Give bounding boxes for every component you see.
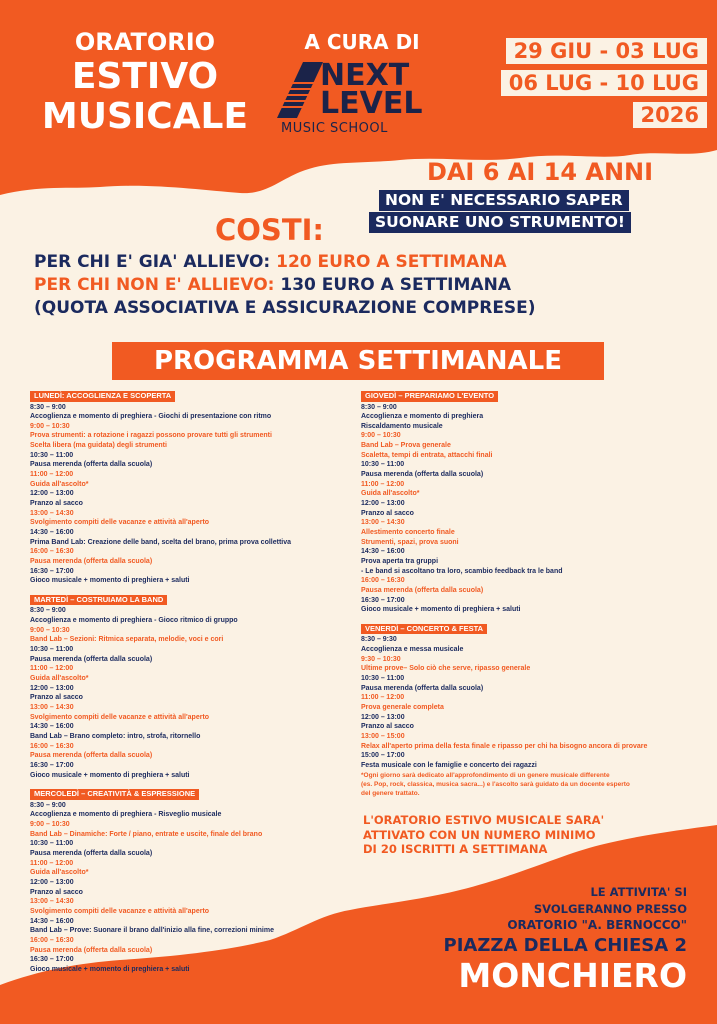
- activity-line: Pausa merenda (offerta dalla scuola): [30, 558, 153, 565]
- no-instrument-note-line-2: SUONARE UNO STRUMENTO!: [369, 212, 631, 233]
- activity-line: Gioco musicale + momento di preghiera + saluti: [30, 965, 190, 973]
- day-title: GIOVEDÌ – PREPARIAMO L'EVENTO: [361, 391, 498, 402]
- logo-text-level: LEVEL: [320, 86, 423, 121]
- activity-line: Pausa merenda (offerta dalla scuola): [361, 471, 484, 479]
- activity-line: Pausa merenda (offerta dalla scuola): [30, 655, 153, 663]
- logo-text-music-school: MUSIC SCHOOL: [281, 121, 388, 136]
- activity-line: Pranzo al sacco: [30, 694, 83, 702]
- logo-text-next: NEXT: [320, 58, 410, 93]
- price-student-value: 120 EURO A SETTIMANA: [276, 252, 507, 272]
- activity-line: Scaletta, tempi di entrata, attacchi finali: [361, 451, 493, 459]
- activity-line: Scelta libera (ma guidata) degli strumenti: [30, 442, 167, 450]
- time-slot: 9:00 – 10:30: [361, 432, 401, 440]
- time-slot: 11:00 – 12:00: [30, 471, 74, 479]
- schedule-day: [30, 391, 350, 586]
- activity-line: - Le band si ascoltano tra loro, scambio feedback tra le band: [361, 567, 563, 575]
- date-week-2: 06 LUG - 10 LUG: [501, 70, 707, 96]
- time-slot: 12:00 – 13:00: [361, 713, 405, 721]
- location-venue: ORATORIO "A. BERNOCCO": [507, 918, 687, 932]
- time-slot: 8:30 – 9:00: [30, 607, 66, 615]
- date-week-1: 29 GIU - 03 LUG: [506, 38, 707, 64]
- activity-line: Allestimento concerto finale: [361, 529, 455, 537]
- day-title: MARTEDÌ – COSTRUIAMO LA BAND: [30, 595, 167, 606]
- title-line-3: MUSICALE: [41, 96, 249, 137]
- time-slot: 8:30 – 9:00: [30, 403, 66, 411]
- minimum-line: L'ORATORIO ESTIVO MUSICALE SARA': [363, 813, 605, 827]
- time-slot: 11:00 – 12:00: [30, 665, 74, 673]
- activity-line: Relax all'aperto prima della festa finale e ripasso per chi ha bisogno ancora di provare: [361, 742, 648, 750]
- activity-line: Gioco musicale + momento di preghiera + saluti: [30, 577, 190, 585]
- schedule-day: [30, 595, 350, 780]
- activity-line: Guida all'ascolto*: [30, 869, 89, 877]
- price-included-note: (QUOTA ASSOCIATIVA E ASSICURAZIONE COMPRESE): [34, 298, 536, 318]
- price-student: [34, 251, 507, 273]
- activity-line: Band Lab – Dinamiche: Forte / piano, entrate e uscite, finale del brano: [30, 830, 263, 838]
- schedule-right-column: [361, 391, 696, 780]
- activity-line: Guida all'ascolto*: [361, 490, 420, 498]
- minimum-line: ATTIVATO CON UN NUMERO MINIMO: [363, 827, 596, 842]
- activity-line: Svolgimento compiti delle vacanze e attività all'aperto: [30, 519, 210, 527]
- activity-line: Pausa merenda (offerta dalla scuola): [30, 946, 153, 954]
- schedule-day: [361, 624, 696, 771]
- time-slot: 14:30 – 16:00: [30, 529, 74, 537]
- time-slot: 9:00 – 10:30: [30, 422, 70, 430]
- activity-line: Accoglienza e momento di preghiera - Giochi di presentazione con ritmo: [30, 413, 272, 421]
- activity-line: Pranzo al sacco: [30, 888, 83, 896]
- time-slot: 9:30 – 10:30: [361, 655, 401, 663]
- no-instrument-note-line-1: NON E' NECESSARIO SAPER: [379, 190, 629, 211]
- activity-line: Band Lab – Sezioni: Ritmica separata, melodie, voci e cori: [30, 636, 224, 644]
- title-line-2: ESTIVO: [71, 56, 219, 97]
- activity-line: Guida all'ascolto*: [30, 675, 89, 683]
- time-slot: 12:00 – 13:00: [361, 500, 405, 508]
- time-slot: 16:00 – 16:30: [361, 577, 405, 585]
- time-slot: 16:00 – 16:30: [30, 548, 74, 556]
- time-slot: 8:30 – 9:00: [30, 801, 66, 809]
- date-year: 2026: [633, 102, 707, 128]
- activity-line: Pranzo al sacco: [30, 500, 83, 508]
- day-title: MERCOLEDÌ – CREATIVITÀ & ESPRESSIONE: [30, 789, 199, 800]
- time-slot: 10:30 – 11:00: [361, 461, 405, 469]
- activity-line: Gioco musicale + momento di preghiera + saluti: [30, 771, 190, 779]
- next-level-logo: [277, 58, 441, 138]
- genre-footnote: [361, 771, 681, 798]
- a-cura-di-label: A CURA DI: [304, 30, 420, 54]
- time-slot: 10:30 – 11:00: [30, 840, 74, 848]
- location-address: PIAZZA DELLA CHIESA 2: [443, 935, 687, 956]
- activity-line: Prova generale completa: [361, 704, 444, 712]
- time-slot: 16:00 – 16:30: [30, 936, 74, 944]
- activity-line: Riscaldamento musicale: [361, 422, 443, 430]
- time-slot: 12:00 – 13:00: [30, 684, 74, 692]
- location-town: MONCHIERO: [458, 956, 687, 995]
- age-range: DAI 6 AI 14 ANNI: [426, 158, 654, 186]
- minimum-line: DI 20 ISCRITTI A SETTIMANA: [363, 842, 548, 856]
- activity-line: Svolgimento compiti delle vacanze e attività all'aperto: [30, 908, 210, 915]
- time-slot: 16:30 – 17:00: [30, 761, 74, 769]
- price-non-student: [34, 274, 511, 296]
- activity-line: Strumenti, spazi, prova suoni: [361, 538, 459, 546]
- activity-line: Accoglienza e momento di preghiera - Gioco ritmico di gruppo: [30, 617, 238, 625]
- activity-line: Pausa merenda (offerta dalla scuola): [30, 752, 153, 760]
- time-slot: 8:30 – 9:00: [361, 403, 397, 411]
- time-slot: 13:00 – 14:30: [30, 898, 74, 906]
- activity-line: Guida all'ascolto*: [30, 480, 89, 488]
- activity-line: Pranzo al sacco: [361, 509, 414, 517]
- minimum-participants-note: [363, 813, 673, 857]
- activity-line: Gioco musicale + momento di preghiera + saluti: [361, 606, 521, 614]
- activity-line: Festa musicale con le famiglie e concerto dei ragazzi: [361, 761, 537, 769]
- location-line-2: SVOLGERANNO PRESSO: [533, 902, 687, 916]
- activity-line: Band Lab – Prova generale: [361, 442, 451, 450]
- time-slot: 12:00 – 13:00: [30, 490, 74, 498]
- time-slot: 10:30 – 11:00: [30, 451, 74, 459]
- day-title: VENERDÌ – CONCERTO & FESTA: [361, 624, 487, 635]
- time-slot: 10:30 – 11:00: [361, 675, 405, 683]
- time-slot: 9:00 – 10:30: [30, 626, 70, 634]
- logo-stripes-icon: [277, 62, 325, 118]
- activity-line: Ultime prove– Solo ciò che serve, ripasso generale: [361, 665, 531, 673]
- day-title: LUNEDÌ: ACCOGLIENZA E SCOPERTA: [30, 391, 175, 402]
- activity-line: Svolgimento compiti delle vacanze e attività all'aperto: [30, 713, 210, 721]
- time-slot: 9:00 – 10:30: [30, 821, 70, 829]
- schedule-left-column: [30, 391, 350, 984]
- costs-heading: COSTI:: [215, 213, 324, 247]
- footnote-line: (es. Pop, rock, classica, musica sacra...) e l'ascolto sarà guidato da un docente esperto: [361, 781, 630, 788]
- title-line-1: ORATORIO: [74, 28, 216, 56]
- time-slot: 12:00 – 13:00: [30, 879, 74, 887]
- time-slot: 14:30 – 16:00: [30, 917, 74, 925]
- time-slot: 13:00 – 15:00: [361, 733, 405, 740]
- activity-line: Prova strumenti: a rotazione i ragazzi possono provare tutti gli strumenti: [30, 432, 272, 440]
- time-slot: 8:30 – 9:30: [361, 636, 397, 644]
- activity-line: Accoglienza e messa musicale: [361, 646, 464, 654]
- time-slot: 13:00 – 14:30: [30, 509, 74, 517]
- time-slot: 11:00 – 12:00: [361, 694, 405, 702]
- footnote-line: *Ogni giorno sarà dedicato all'approfondimento di un genere musicale differente: [361, 772, 610, 779]
- time-slot: 14:30 – 16:00: [30, 723, 74, 731]
- time-slot: 16:30 – 17:00: [30, 567, 74, 575]
- activity-line: Pausa merenda (offerta dalla scuola): [30, 850, 153, 858]
- activity-line: Accoglienza e momento di preghiera: [361, 413, 484, 421]
- schedule-day: [361, 391, 696, 615]
- activity-line: Accoglienza e momento di preghiera - Risveglio musicale: [30, 811, 222, 819]
- price-non-student-label: PER CHI NON E' ALLIEVO:: [34, 275, 275, 295]
- activity-line: Prova aperta tra gruppi: [361, 558, 439, 565]
- footnote-line: del genere trattato.: [361, 790, 420, 797]
- activity-line: Band Lab – Brano completo: intro, strofa, ritornello: [30, 733, 201, 740]
- activity-line: Band Lab – Prove: Suonare il brano dall'inizio alla fine, correzioni minime: [30, 927, 274, 935]
- time-slot: 11:00 – 12:00: [30, 859, 74, 867]
- time-slot: 11:00 – 12:00: [361, 480, 405, 488]
- activity-line: Pranzo al sacco: [361, 723, 414, 731]
- time-slot: 13:00 – 14:30: [361, 519, 405, 527]
- schedule-day: [30, 789, 350, 974]
- program-heading: PROGRAMMA SETTIMANALE: [112, 342, 604, 380]
- time-slot: 14:30 – 16:00: [361, 548, 405, 556]
- activity-line: Pausa merenda (offerta dalla scuola): [30, 461, 153, 469]
- location-line-1: LE ATTIVITA' SI: [590, 885, 687, 899]
- price-student-label: PER CHI E' GIA' ALLIEVO:: [34, 252, 271, 272]
- activity-line: Pausa merenda (offerta dalla scuola): [361, 586, 484, 594]
- time-slot: 13:00 – 14:30: [30, 704, 74, 712]
- activity-line: Pausa merenda (offerta dalla scuola): [361, 684, 484, 692]
- time-slot: 16:30 – 17:00: [361, 596, 405, 604]
- time-slot: 15:00 – 17:00: [361, 752, 405, 760]
- price-non-student-value: 130 EURO A SETTIMANA: [280, 275, 511, 295]
- time-slot: 16:00 – 16:30: [30, 742, 74, 750]
- time-slot: 16:30 – 17:00: [30, 956, 74, 964]
- time-slot: 10:30 – 11:00: [30, 646, 74, 654]
- activity-line: Prima Band Lab: Creazione delle band, scelta del brano, prima prova collettiva: [30, 538, 292, 546]
